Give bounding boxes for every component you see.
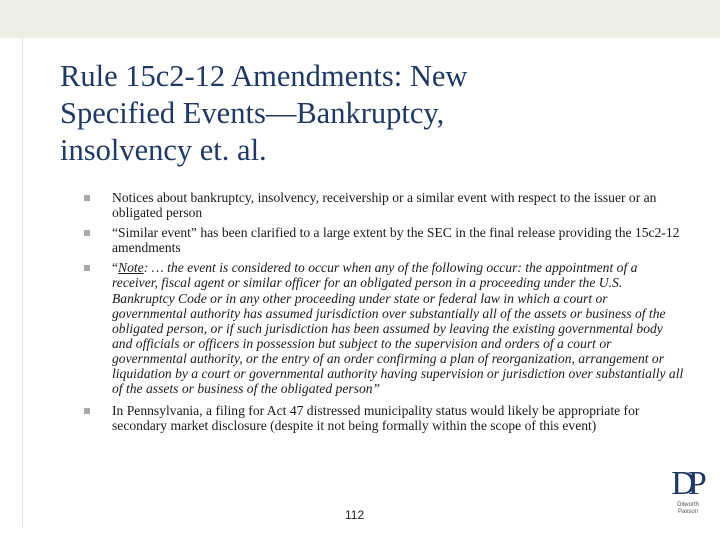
logo-monogram: DP xyxy=(671,465,699,502)
logo-line-2: Paxson xyxy=(677,509,698,515)
square-bullet-icon xyxy=(84,195,90,201)
bullet-note-label: Note xyxy=(118,260,144,276)
page-number: 112 xyxy=(345,508,365,522)
bullet-quoted-text: : … the event is considered to occur when any of the following occur: the appointment of a receiver, fiscal agent or similar officer for an obligated person in a proceeding under the U.S. Bankruptcy Code or in any other proceeding under state or federal law in which a court or governmental authority has assumed jurisdiction over substantially all of the assets or business of the obligated person, or if such jurisdiction has been assumed by leaving the existing governmental body and officials or officers in possession but subject to the supervision and orders of a court or governmental authority, or the entry of an order confirming a plan of reorganization, arrangement or liquidation by a court or governmental authority having supervision or jurisdiction over substantially all of the assets or business of the obligated person” xyxy=(112,260,684,397)
bullet-item xyxy=(84,260,684,396)
title-line-3: insolvency et. al. xyxy=(60,133,267,167)
top-band xyxy=(0,0,720,38)
bullet-open-quote: “ xyxy=(112,260,119,276)
square-bullet-icon xyxy=(84,265,90,271)
bullet-text: In Pennsylvania, a filing for Act 47 distressed municipality status would likely be appropriate for secondary market disclosure (despite it not being formally within the scope of this event) xyxy=(112,403,640,434)
bullet-item xyxy=(84,225,684,255)
dilworth-paxson-logo xyxy=(664,466,712,524)
square-bullet-icon xyxy=(84,408,90,414)
left-frame-line xyxy=(22,38,23,526)
square-bullet-icon xyxy=(84,230,90,236)
slide-title xyxy=(60,58,620,169)
title-line-2: Specified Events—Bankruptcy, xyxy=(60,96,445,130)
bullet-text: “Similar event” has been clarified to a large extent by the SEC in the final release providing the 15c2-12 amendments xyxy=(112,225,680,256)
title-line-1: Rule 15c2-12 Amendments: New xyxy=(60,59,468,93)
bullet-list xyxy=(84,190,684,438)
bullet-item xyxy=(84,403,684,433)
bullet-item xyxy=(84,190,684,220)
logo-line-1: Dilworth xyxy=(677,502,699,508)
bullet-text: Notices about bankruptcy, insolvency, receivership or a similar event with respect to the issuer or an obligated person xyxy=(112,190,657,221)
